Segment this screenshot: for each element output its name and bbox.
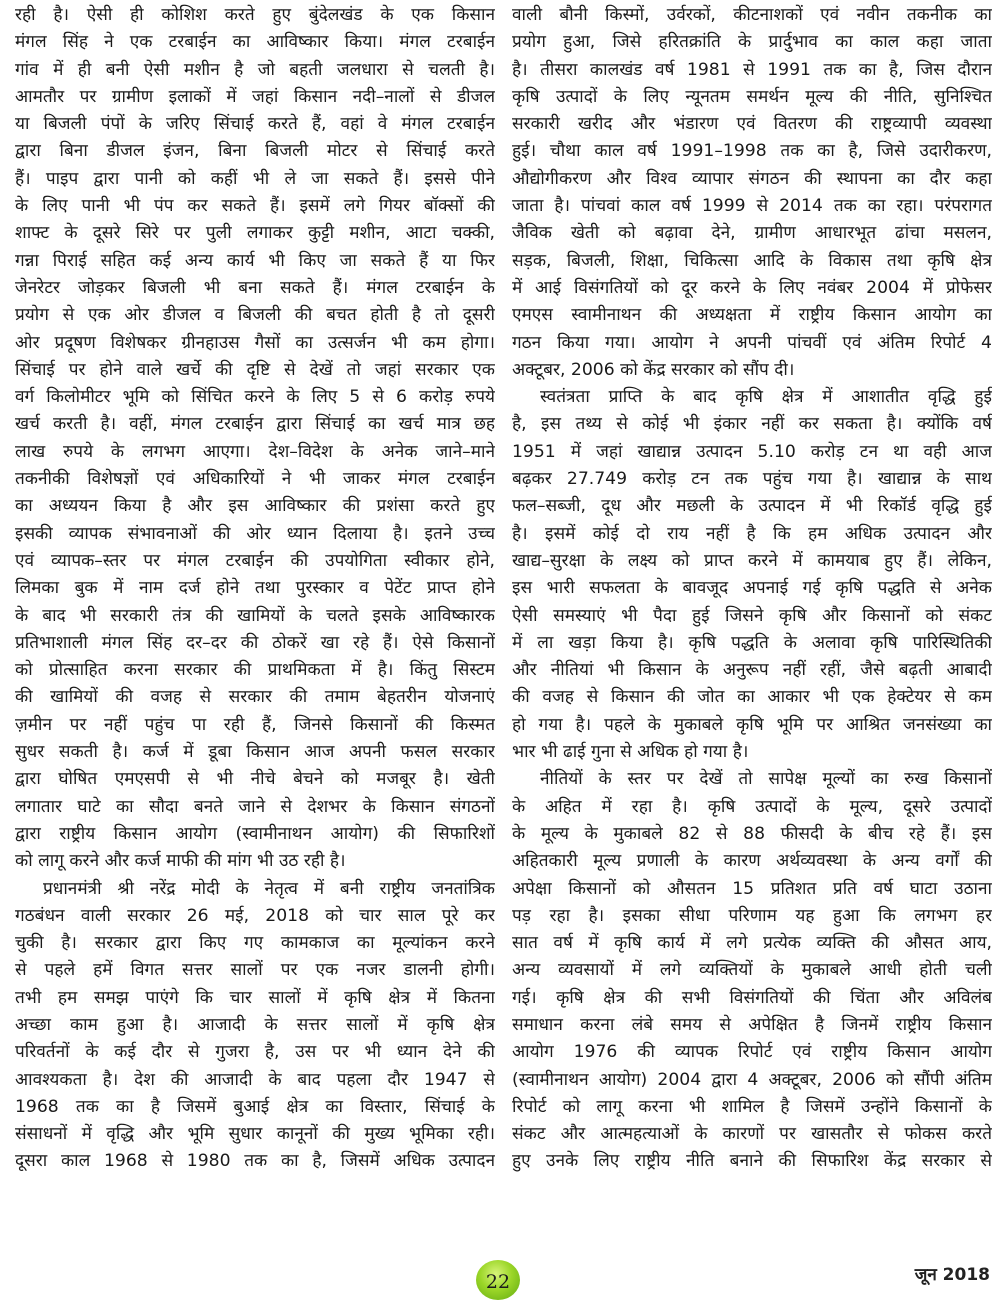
text-line: तभी हम समझ पाएंगे कि चार सालों में कृषि क्षेत्र में कितना [15,987,495,1008]
text-line: सरकारी खरीद और भंडारण एवं वितरण की राष्ट्रव्यापी व्यवस्था [512,114,992,135]
text-line: 1968 तक का है जिसमें बुआई क्षेत्र का विस्तार, सिंचाई के [15,1096,495,1117]
text-line: पड़ रहा है। इसका सीधा परिणाम यह हुआ कि लगभग हर [512,905,992,926]
text-line: की वजह से किसान की जोत का आकार भी एक हेक्टेयर से कम [512,687,992,708]
text-line: लाख रुपये के लगभग आएगा। देश–विदेश के अनेक जाने–माने [15,441,495,462]
text-line: में ला खड़ा किया है। कृषि पद्धति के अलावा कृषि पारिस्थितिकी [512,632,992,653]
text-line: गई। कृषि क्षेत्र की सभी विसंगतियों की चिंता और अविलंब [512,987,992,1008]
text-line: समाधान करना लंबे समय से अपेक्षित है जिनमें राष्ट्रीय किसान [512,1014,992,1035]
text-line: कृषि उत्पादों के लिए न्यूनतम समर्थन मूल्य की नीति, सुनिश्चित [512,86,992,107]
text-line: रिपोर्ट को लागू करना भी शामिल है जिसमें उन्होंने किसानों के [512,1096,992,1117]
text-line: के मूल्य के मुकाबले 82 से 88 फीसदी के बीच रहे हैं। इस [512,823,992,844]
text-line: द्वारा राष्ट्रीय किसान आयोग (स्वामीनाथन आयोग) की सिफारिशों [15,823,495,844]
text-line: औद्योगीकरण और विश्व व्यापार संगठन की स्थापना का दौर कहा [512,168,992,189]
text-line: में आई विसंगतियों को दूर करने के लिए नवंबर 2004 में प्रोफेसर [512,277,992,298]
text-line: प्रयोग हुआ, जिसे हरितक्रांति के प्रार्दुभाव का काल कहा जाता [512,32,992,53]
text-line: के अहित में रहा है। कृषि उत्पादों के मूल्य, दूसरे उत्पादों [512,796,992,817]
text-line: जेनरेटर जोड़कर बिजली भी बना सकते हैं। मंगल टरबाईन के [15,277,495,298]
text-line: इस भारी सफलता के बावजूद अपनाई गई कृषि पद्धति से अनेक [512,578,992,599]
text-line: वाली बौनी किस्मों, उर्वरकों, कीटनाशकों एवं नवीन तकनीक का [512,5,992,25]
text-line: नीतियों के स्तर पर देखें तो सापेक्ष मूल्यों का रुख किसानों [540,769,992,790]
text-line: फल–सब्जी, दूध और मछली के उत्पादन में भी रिकॉर्ड वृद्धि हुई [512,496,992,517]
text-line: तकनीकी विशेषज्ञों एवं अधिकारियों ने भी जाकर मंगल टरबाईन [15,469,495,490]
text-line: एवं व्यापक–स्तर पर मंगल टरबाईन की उपयोगिता स्वीकार होने, [15,550,495,571]
text-line: को लागू करने और कर्ज माफी की मांग भी उठ रही है। [15,851,346,872]
text-line: के लिए पानी भी पंप कर सकते हैं। इसमें लगे गियर बॉक्सों की [15,196,495,217]
text-line: का अध्ययन किया है और इस आविष्कार की प्रशंसा करते हुए [15,496,495,517]
page-number-badge [476,1260,520,1300]
left-column [15,2,495,1176]
text-line: आयोग 1976 की व्यापक रिपोर्ट एवं राष्ट्रीय किसान आयोग [512,1042,992,1063]
text-line: लिमका बुक में नाम दर्ज होने तथा पुरस्कार व पेटेंट प्राप्त होने [15,578,495,599]
text-line: रही है। ऐसी ही कोशिश करते हुए बुंदेलखंड के एक किसान [15,5,495,25]
text-line: सात वर्ष में कृषि कार्य में लगे प्रत्येक व्यक्ति की औसत आय, [512,933,992,954]
text-line: खर्च करती है। वहीं, मंगल टरबाईन द्वारा सिंचाई का खर्च मात्र छह [15,414,495,435]
text-line: द्वारा बिना डीजल इंजन, बिना बिजली मोटर से सिंचाई करते [15,141,495,162]
text-line: ज़मीन पर नहीं पहुंच पा रही हैं, जिनसे किसानों की किस्मत [15,714,495,735]
text-line: अन्य व्यवसायों में लगे व्यक्तियों के मुकाबले आधी होती चली [512,960,992,981]
text-line: प्रयोग से एक ओर डीजल व बिजली की बचत होती है तो दूसरी [15,305,495,326]
text-line: परिवर्तनों के कई दौर से गुजरा है, उस पर भी ध्यान देने की [15,1042,495,1063]
text-line: के बाद भी सरकारी तंत्र की खामियों के चलते इसके आविष्कारक [15,605,495,626]
text-line: ऐसी समस्याएं भी पैदा हुई जिसने कृषि और किसानों को संकट [512,605,992,626]
text-line: भार भी ढाई गुना से अधिक हो गया है। [512,742,749,763]
text-line: गठन किया गया। आयोग ने अपनी पांचवीं एवं अंतिम रिपोर्ट 4 [512,332,992,353]
text-line: गठबंधन वाली सरकार 26 मई, 2018 को चार साल पूरे कर [15,905,495,926]
text-line: आमतौर पर ग्रामीण इलाकों में जहां किसान नदी–नालों से डीजल [15,86,495,107]
text-line: आवश्यकता है। देश की आजादी के बाद पहला दौर 1947 से [15,1069,495,1090]
text-line: सड़क, बिजली, शिक्षा, चिकित्सा आदि के विकास तथा कृषि क्षेत्र [512,250,992,271]
text-line: गांव में ही बनी ऐसी मशीन है जो बहती जलधारा से चलती है। [15,59,495,80]
text-line: हो गया है। पहले के मुकाबले कृषि भूमि पर आश्रित जनसंख्या का [512,714,992,735]
text-line: है, इस तथ्य से कोई भी इंकार नहीं कर सकता है। क्योंकि वर्ष [512,414,992,435]
text-line: खाद्य–सुरक्षा के लक्ष्य को प्राप्त करने में कामयाब हुए हैं। लेकिन, [512,550,992,571]
text-line: की खामियों की वजह से सरकार की तमाम बेहतरीन योजनाएं [15,687,495,708]
text-line: को प्रोत्साहित करना सरकार की प्राथमिकता में है। किंतु सिस्टम [15,660,495,681]
text-line: हुए उनके लिए राष्ट्रीय नीति बनाने की सिफारिश केंद्र सरकार से [512,1151,992,1172]
text-line: हैं। पाइप द्वारा पानी को कहीं भी ले जा सकते हैं। इससे पीने [15,168,495,189]
text-line: अच्छा काम हुआ है। आजादी के सत्तर सालों में कृषि क्षेत्र [15,1014,495,1035]
text-line: संकट और आत्महत्याओं के कारणों पर खासतौर से फोकस करते [512,1124,992,1145]
text-line: (स्वामीनाथन आयोग) 2004 द्वारा 4 अक्टूबर, 2006 को सौंपी अंतिम [512,1069,992,1090]
text-line: एमएस स्वामीनाथन की अध्यक्षता में राष्ट्रीय किसान आयोग का [512,305,992,326]
text-line: गन्ना पिराई सहित कई अन्य कार्य भी किए जा सकते हैं या फिर [15,250,495,271]
text-line: अपेक्षा किसानों को औसतन 15 प्रतिशत प्रति वर्ष घाटा उठाना [512,878,992,899]
text-line: सिंचाई पर होने वाले खर्चे की दृष्टि से देखें तो जहां सरकार एक [15,359,495,380]
text-line: ओर प्रदूषण विशेषकर ग्रीनहाउस गैसों का उत्सर्जन भी कम होगा। [15,332,495,353]
text-line: स्वतंत्रता प्राप्ति के बाद कृषि क्षेत्र में आशातीत वृद्धि हुई [540,387,992,408]
text-line: हुई। चौथा काल वर्ष 1991–1998 तक का है, जिसे उदारीकरण, [512,141,992,162]
text-line: संसाधनों में वृद्धि और भूमि सुधार कानूनों की मुख्य भूमिका रही। [15,1124,495,1145]
text-line: है। इसमें कोई दो राय नहीं है कि हम अधिक उत्पादन और [512,523,992,544]
text-line: मंगल सिंह ने एक टरबाईन का आविष्कार किया। मंगल टरबाईन [15,32,495,53]
text-line: चुकी है। सरकार द्वारा किए गए कामकाज का मूल्यांकन करने [15,933,495,954]
text-line: या बिजली पंपों के जरिए सिंचाई करते हैं, वहां वे मंगल टरबाईन [15,114,495,135]
issue-date: जून 2018 [914,1265,990,1285]
text-line: से पहले हमें विगत सत्तर सालों पर एक नजर डालनी होगी। [15,960,495,981]
right-column [512,2,992,1176]
text-line: दूसरा काल 1968 से 1980 तक का है, जिसमें अधिक उत्पादन [15,1151,495,1172]
text-line: लगातार घाटे का सौदा बनते जाने से देशभर के किसान संगठनों [15,796,495,817]
text-line: सुधर सकती है। कर्ज में डूबा किसान आज अपनी फसल सरकार [15,742,495,763]
text-line: प्रधानमंत्री श्री नरेंद्र मोदी के नेतृत्व में बनी राष्ट्रीय जनतांत्रिक [43,878,495,899]
text-line: अक्टूबर, 2006 को केंद्र सरकार को सौंप दी। [512,359,795,380]
text-line: प्रतिभाशाली मंगल सिंह दर–दर की ठोकरें खा रहे हैं। ऐसे किसानों [15,632,495,653]
text-line: वर्ग किलोमीटर भूमि को सिंचित करने के लिए 5 से 6 करोड़ रुपये [15,387,495,408]
text-line: जाता है। पांचवां काल वर्ष 1999 से 2014 तक का रहा। परंपरागत [512,196,992,217]
text-line: इसकी व्यापक संभावनाओं की ओर ध्यान दिलाया है। इतने उच्च [15,523,495,544]
text-line: 1951 में जहां खाद्यान्न उत्पादन 5.10 करोड़ टन था वही आज [512,441,992,462]
page-number: 22 [485,1271,511,1293]
text-line: है। तीसरा कालखंड वर्ष 1981 से 1991 तक का है, जिस दौरान [512,59,992,80]
text-line: बढ़कर 27.749 करोड़ टन तक पहुंच गया है। खाद्यान्न के साथ [512,469,992,490]
text-line: शाफ्ट के दूसरे सिरे पर पुली लगाकर कुट्टी मशीन, आटा चक्की, [15,223,495,244]
text-line: अहितकारी मूल्य प्रणाली के कारण अर्थव्यवस्था के अन्य वर्गों की [512,851,992,872]
text-line: द्वारा घोषित एमएसपी से भी नीचे बेचने को मजबूर है। खेती [15,769,495,790]
text-line: जैविक खेती को बढ़ावा देने, ग्रामीण आधारभूत ढांचा मसलन, [512,223,992,244]
text-line: और नीतियां भी किसान के अनुरूप नहीं रहीं, जैसे बढ़ती आबादी [512,660,992,681]
